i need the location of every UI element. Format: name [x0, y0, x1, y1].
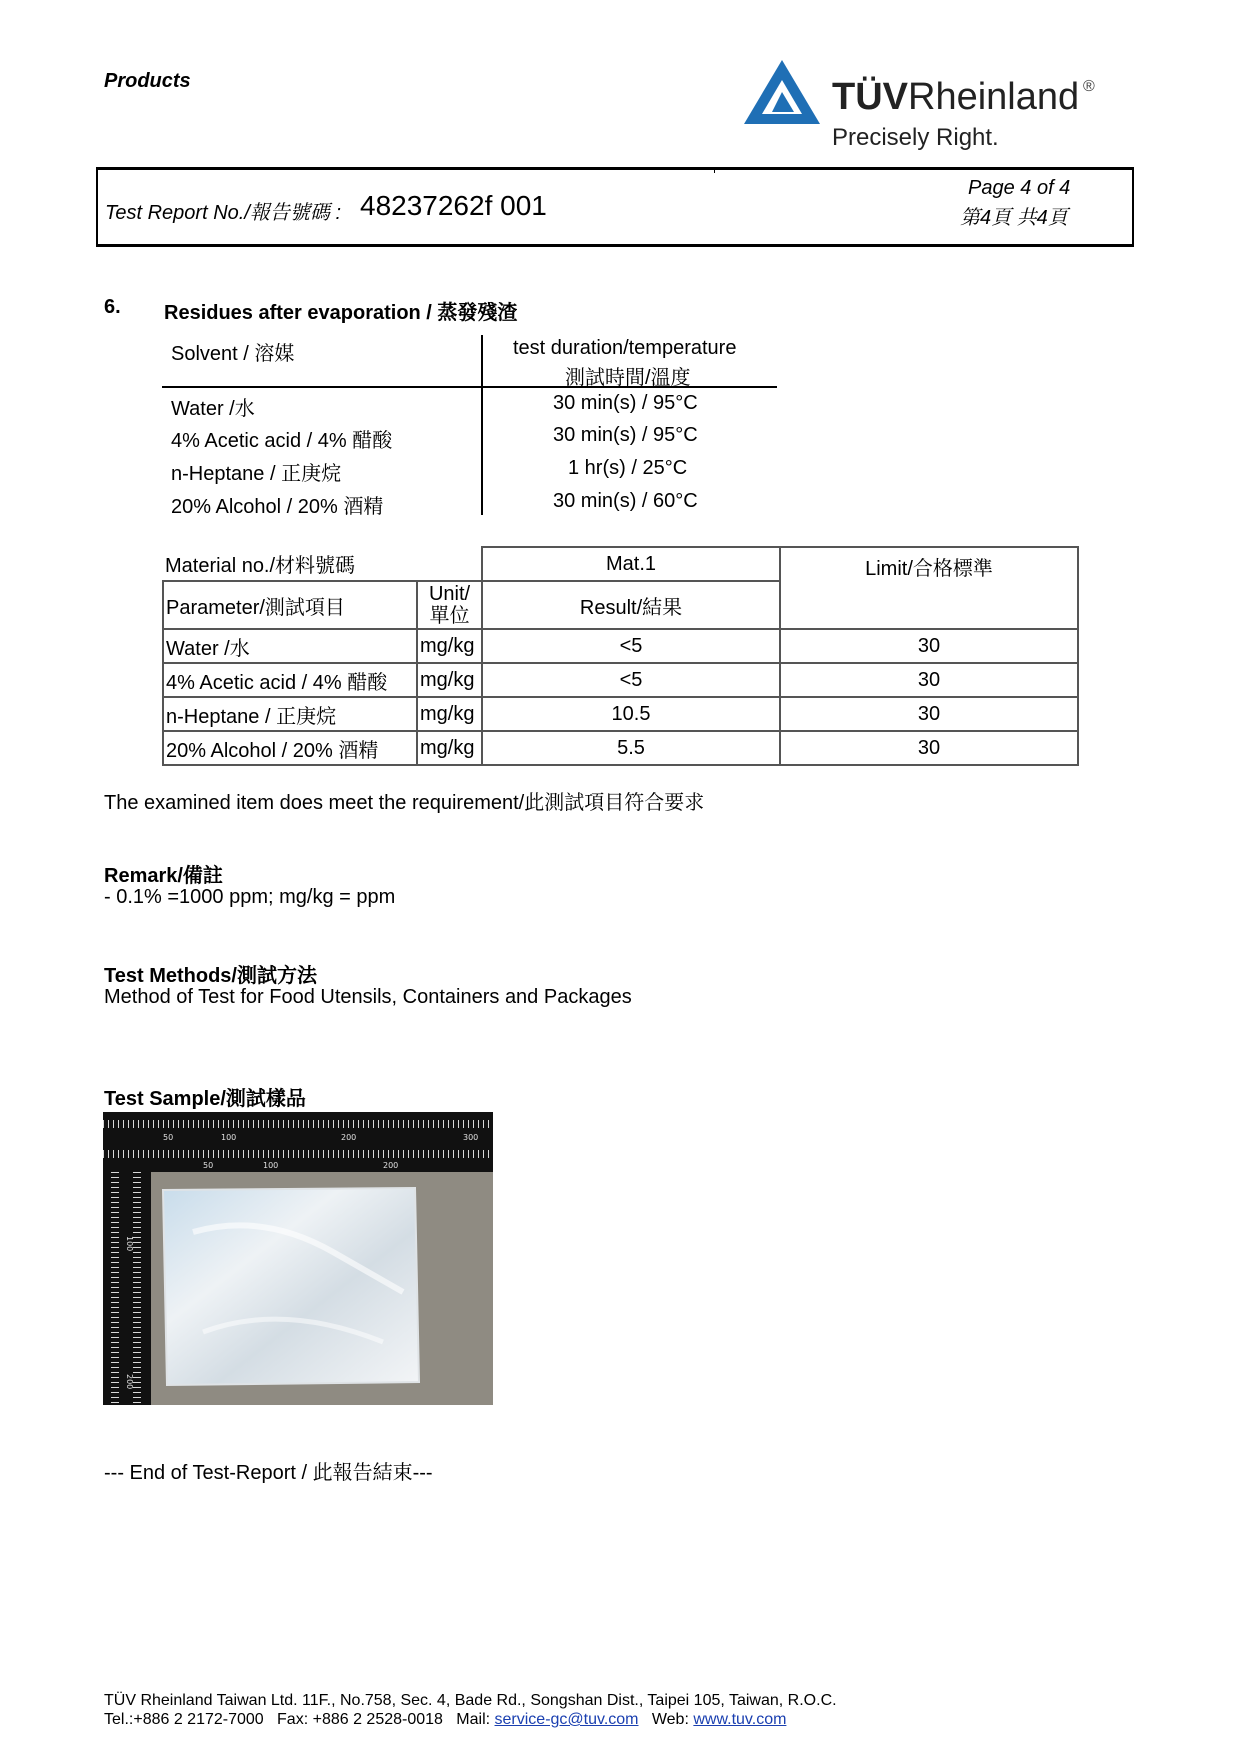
end-of-report: --- End of Test-Report / 此報告結束--- — [104, 1462, 433, 1484]
remark-heading: Remark/備註 — [104, 865, 223, 887]
solvent-col-header: Solvent / 溶媒 — [171, 343, 295, 365]
ruler-label: 200 — [341, 1133, 357, 1142]
ruler-label: 100 — [263, 1161, 279, 1170]
solvent-row-1: Water /水 — [171, 398, 255, 420]
footer — [104, 1691, 837, 1729]
results-table — [162, 546, 1079, 766]
sample-heading: Test Sample/測試樣品 — [104, 1088, 306, 1110]
duration-col-header-en: test duration/temperature — [513, 337, 737, 359]
result-cell: 5.5 — [482, 731, 780, 765]
ruler-label: 300 — [463, 1133, 479, 1142]
limit-cell: 30 — [780, 731, 1078, 765]
methods-text: Method of Test for Food Utensils, Containers and Packages — [104, 986, 632, 1008]
table-row — [163, 629, 1078, 663]
footer-tel: Tel.:+886 2 2172-7000 — [104, 1711, 264, 1728]
ruler-label: 200 — [125, 1374, 134, 1390]
section-number: 6. — [104, 296, 121, 318]
box-tick — [714, 167, 715, 173]
section-label: Products — [104, 70, 191, 92]
ruler-label: 50 — [163, 1133, 174, 1142]
footer-address: TÜV Rheinland Taiwan Ltd. 11F., No.758, Sec. 4, Bade Rd., Songshan Dist., Taipei 105, Taiwan, R.O.C. — [104, 1692, 837, 1709]
ruler-label: 50 — [203, 1161, 214, 1170]
limit-header: Limit/合格標準 — [780, 547, 1078, 629]
param-cell: Water /水 — [163, 629, 417, 663]
table-row — [163, 697, 1078, 731]
limit-cell: 30 — [780, 663, 1078, 697]
ruler-label: 200 — [383, 1161, 399, 1170]
footer-fax: Fax: +886 2 2528-0018 — [277, 1711, 443, 1728]
condition-row-1: 30 min(s) / 95°C — [553, 392, 698, 414]
condition-row-4: 30 min(s) / 60°C — [553, 490, 698, 512]
solvent-row-3: n-Heptane / 正庚烷 — [171, 463, 342, 485]
footer-mail-label: Mail: — [456, 1711, 491, 1728]
web-link[interactable]: www.tuv.com — [693, 1711, 787, 1728]
ruler-label: 100 — [125, 1236, 134, 1252]
page-number-en: Page 4 of 4 — [968, 177, 1071, 199]
material-label: Material no./材料號碼 — [163, 547, 482, 581]
table-row — [163, 731, 1078, 765]
solvent-row-2: 4% Acetic acid / 4% 醋酸 — [171, 430, 393, 452]
duration-col-header-zh: 測試時間/溫度 — [565, 367, 691, 389]
unit-header: Unit/ 單位 — [417, 581, 482, 629]
footer-contact — [104, 1710, 837, 1729]
limit-cell: 30 — [780, 697, 1078, 731]
result-cell: <5 — [482, 629, 780, 663]
param-cell: 4% Acetic acid / 4% 醋酸 — [163, 663, 417, 697]
report-number: 48237262f 001 — [360, 190, 547, 221]
unit-cell: mg/kg — [417, 731, 482, 765]
unit-cell: mg/kg — [417, 629, 482, 663]
param-cell: 20% Alcohol / 20% 酒精 — [163, 731, 417, 765]
conclusion-text: The examined item does meet the requirement/此測試項目符合要求 — [104, 792, 705, 814]
condition-row-2: 30 min(s) / 95°C — [553, 424, 698, 446]
tuv-triangle-logo-icon — [742, 58, 822, 128]
unit-cell: mg/kg — [417, 663, 482, 697]
unit-cell: mg/kg — [417, 697, 482, 731]
param-cell: n-Heptane / 正庚烷 — [163, 697, 417, 731]
solvent-table-divider — [481, 335, 483, 515]
mail-link[interactable]: service-gc@tuv.com — [494, 1711, 639, 1728]
logo-brand: TÜVRheinland — [832, 76, 1080, 118]
result-cell: <5 — [482, 663, 780, 697]
limit-cell: 30 — [780, 629, 1078, 663]
table-row — [163, 663, 1078, 697]
condition-row-3: 1 hr(s) / 25°C — [568, 457, 688, 479]
result-header: Result/結果 — [482, 581, 780, 629]
remark-text: - 0.1% =1000 ppm; mg/kg = ppm — [104, 886, 396, 908]
mat-header: Mat.1 — [482, 547, 780, 581]
sample-photo — [103, 1112, 493, 1405]
report-number-label: Test Report No./報告號碼 : — [105, 202, 341, 224]
registered-mark: ® — [1083, 78, 1095, 95]
logo-tagline: Precisely Right. — [832, 124, 999, 151]
page-number-zh: 第4頁 共4頁 — [960, 207, 1068, 229]
methods-heading: Test Methods/測試方法 — [104, 965, 317, 987]
ruler-label: 100 — [221, 1133, 237, 1142]
result-cell: 10.5 — [482, 697, 780, 731]
footer-web-label: Web: — [651, 1711, 689, 1728]
section-title: Residues after evaporation / 蒸發殘渣 — [164, 302, 518, 324]
parameter-header: Parameter/測試項目 — [163, 581, 417, 629]
solvent-row-4: 20% Alcohol / 20% 酒精 — [171, 496, 384, 518]
